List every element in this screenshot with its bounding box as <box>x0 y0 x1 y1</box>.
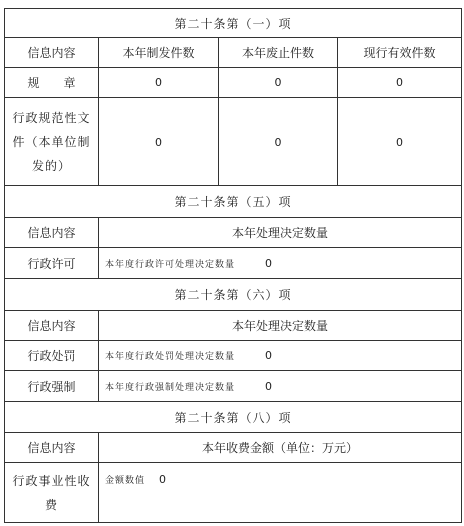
row-label-administrative-license: 行政许可 <box>5 248 99 278</box>
section-article-20-item-5 <box>4 185 462 278</box>
header-fee-amount: 本年收费金额（单位：万元） <box>201 441 358 455</box>
table-row <box>5 68 461 98</box>
fee-amount-cell <box>99 463 461 522</box>
header-issued-count: 本年制发件数 <box>99 38 219 67</box>
row-label-regulations: 规 章 <box>5 68 99 97</box>
header-info-content: 信息内容 <box>5 38 99 67</box>
coercion-decision-cell <box>99 371 461 401</box>
header-decision-count: 本年处理决定数量 <box>231 319 328 333</box>
header-decision-count: 本年处理决定数量 <box>231 226 328 240</box>
section-title <box>5 9 461 38</box>
coercion-decision-value: 0 <box>265 379 274 393</box>
section-title-text: 第二十条第（八）项 <box>174 410 292 425</box>
license-decision-desc: 本年度行政许可处理决定数量 <box>105 259 236 270</box>
section-title-text: 第二十条第（五）项 <box>174 195 292 209</box>
row-label-normative-documents: 行政规范性文件（本单位制发的） <box>5 98 99 186</box>
normative-valid: 0 <box>396 135 403 149</box>
header-row <box>5 38 461 68</box>
section-title-text: 第二十条第（一）项 <box>174 16 292 31</box>
table-row <box>5 248 461 278</box>
header-abolished-count: 本年废止件数 <box>219 38 338 67</box>
regulations-issued: 0 <box>99 68 219 97</box>
section-title <box>5 279 461 311</box>
header-row <box>5 433 461 463</box>
header-info-content: 信息内容 <box>5 218 99 247</box>
penalty-decision-desc: 本年度行政处罚处理决定数量 <box>105 352 236 362</box>
section-article-20-item-1 <box>4 8 462 186</box>
fee-amount-value: 0 <box>159 473 168 486</box>
table-row <box>5 463 461 522</box>
license-decision-cell <box>99 248 461 278</box>
penalty-decision-value: 0 <box>265 349 274 362</box>
section-title <box>5 402 461 433</box>
section-title <box>5 186 461 218</box>
table-row <box>5 98 461 186</box>
normative-abolished: 0 <box>219 98 338 186</box>
penalty-decision-cell <box>99 341 461 370</box>
table-row <box>5 341 461 371</box>
header-row <box>5 311 461 341</box>
row-label-administrative-penalty: 行政处罚 <box>5 341 99 370</box>
row-label-administrative-fees: 行政事业性收费 <box>5 463 99 522</box>
normative-issued: 0 <box>99 98 219 186</box>
license-decision-value: 0 <box>265 256 274 270</box>
section-article-20-item-8 <box>4 401 462 523</box>
header-info-content: 信息内容 <box>5 311 99 340</box>
header-info-content: 信息内容 <box>5 433 99 462</box>
header-valid-count: 现行有效件数 <box>363 46 436 60</box>
regulations-valid: 0 <box>396 76 403 89</box>
fee-amount-desc: 金额数值 <box>105 476 146 486</box>
header-row <box>5 218 461 248</box>
section-article-20-item-6 <box>4 278 462 401</box>
section-title-text: 第二十条第（六）项 <box>174 288 292 302</box>
regulations-abolished: 0 <box>219 68 338 97</box>
row-label-administrative-coercion: 行政强制 <box>5 371 99 401</box>
coercion-decision-desc: 本年度行政强制处理决定数量 <box>105 382 236 393</box>
table-row <box>5 371 461 401</box>
